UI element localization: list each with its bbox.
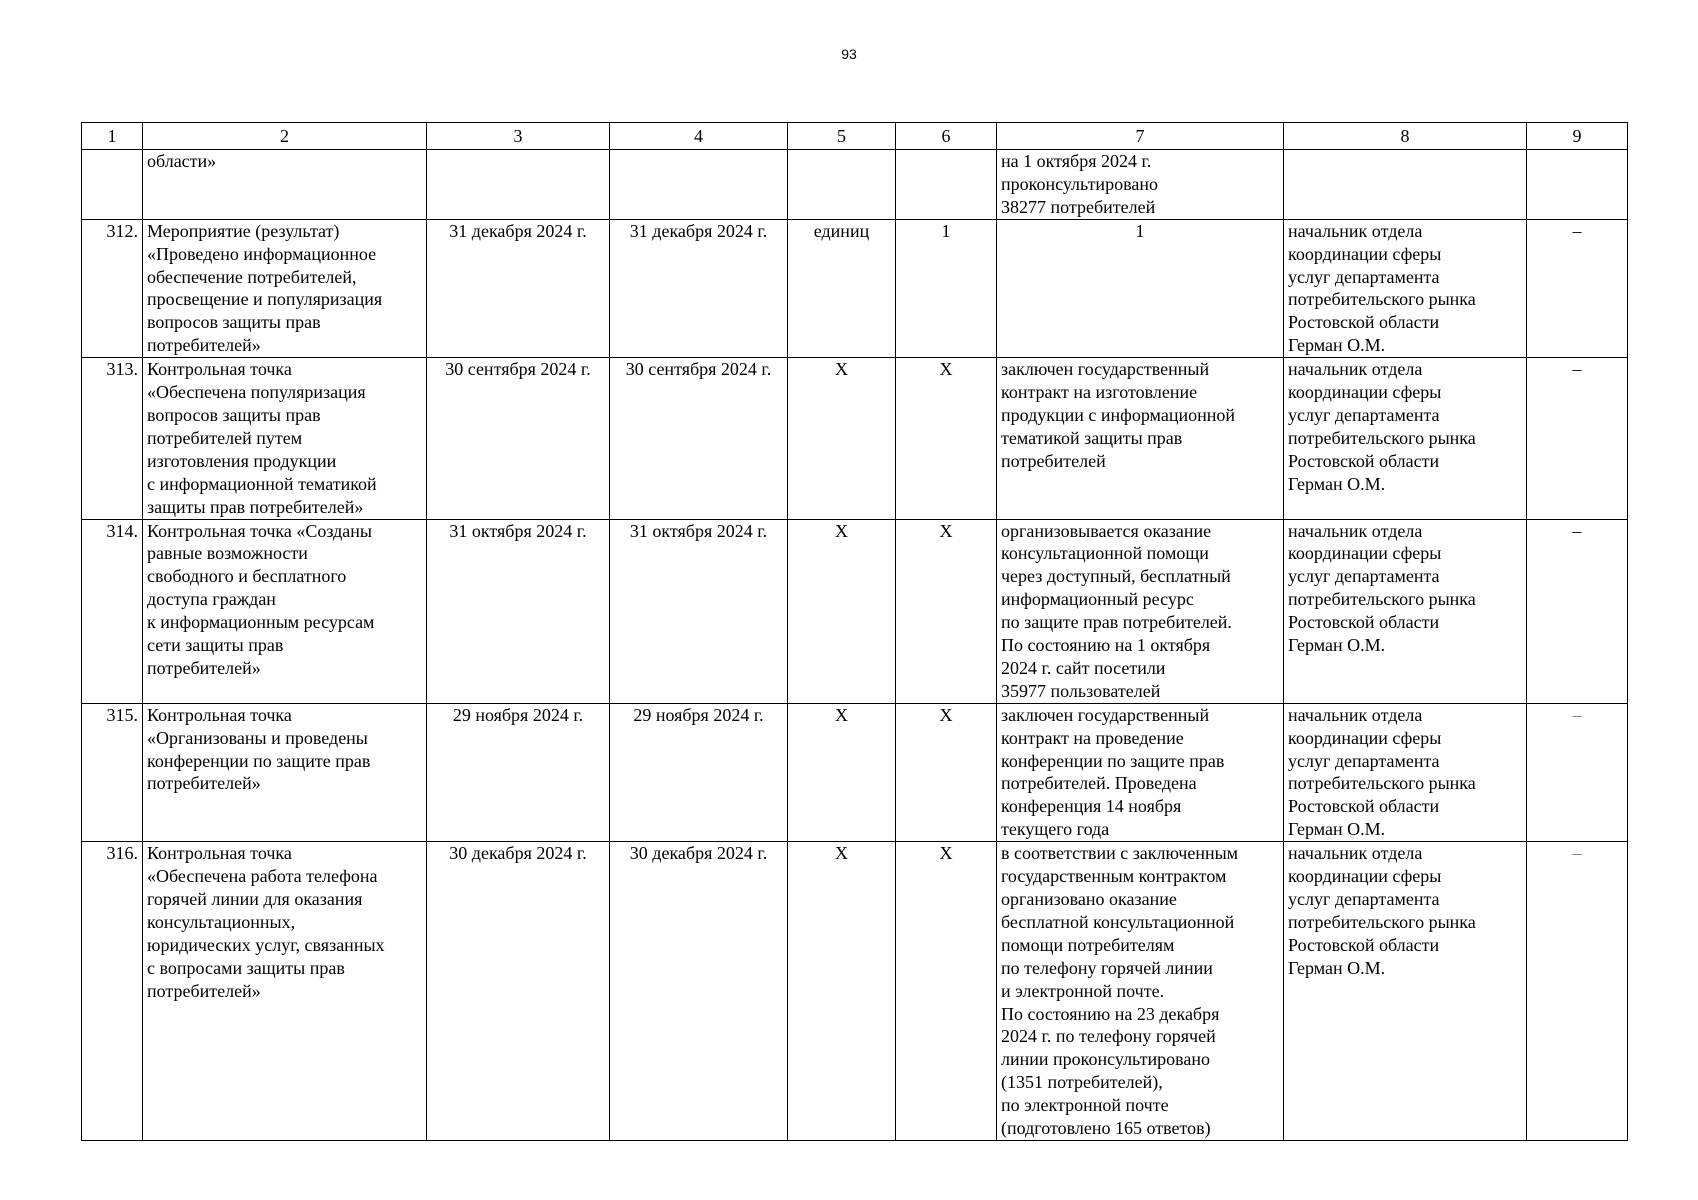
- text-line: вопросов защиты прав: [147, 404, 321, 425]
- cell-plan-value: Х: [896, 703, 997, 841]
- text-line: координации сферы: [1288, 243, 1442, 264]
- text-line: государственным контрактом: [1001, 866, 1227, 887]
- cell-number: 312.: [82, 219, 143, 357]
- column-header-4: 4: [610, 123, 788, 150]
- text-line: Герман О.М.: [1288, 819, 1386, 840]
- cell-note: –: [1527, 842, 1628, 1141]
- cell-name: [143, 842, 427, 1141]
- text-line: и электронной почте.: [1001, 980, 1165, 1001]
- table-body: [82, 150, 1628, 1141]
- text-line: горячей линии для оказания: [147, 889, 363, 909]
- text-line: Ростовской области: [1288, 450, 1440, 471]
- cell-unit: Х: [788, 842, 896, 1141]
- text-line: организовывается оказание: [1001, 520, 1212, 541]
- text-line: потребителей»: [147, 657, 261, 678]
- cell-result: [997, 150, 1284, 220]
- cell-name: [143, 703, 427, 841]
- cell-note: –: [1527, 519, 1628, 703]
- text-line: потребителей»: [147, 773, 261, 794]
- text-line: сети защиты прав: [147, 635, 284, 656]
- text-line: Ростовской области: [1288, 934, 1440, 955]
- text-line: координации сферы: [1288, 727, 1442, 748]
- text-line: проконсультировано: [1001, 173, 1158, 194]
- cell-responsible: [1284, 842, 1527, 1141]
- text-line: По состоянию на 23 декабря: [1001, 1003, 1220, 1024]
- text-line: Герман О.М.: [1288, 635, 1386, 656]
- cell-plan-date: 30 сентября 2024 г.: [427, 358, 610, 519]
- column-header-1: 1: [82, 123, 143, 150]
- text-line: продукции с информационной: [1001, 404, 1235, 425]
- text-line: конференции по защите прав: [147, 750, 371, 771]
- cell-responsible: [1284, 519, 1527, 703]
- text-line: с вопросами защиты прав: [147, 957, 345, 978]
- text-line: потребительского рынка: [1288, 589, 1476, 610]
- cell-number: 313.: [82, 358, 143, 519]
- cell-unit: единиц: [788, 219, 896, 357]
- text-line: координации сферы: [1288, 543, 1442, 564]
- text-line: Ростовской области: [1288, 312, 1440, 333]
- text-line: 2024 г. сайт посетили: [1001, 657, 1166, 678]
- column-header-9: 9: [1527, 123, 1628, 150]
- text-line: контракт на проведение: [1001, 727, 1184, 748]
- text-line: консультационной помощи: [1001, 543, 1209, 564]
- cell-fact-date: [610, 150, 788, 220]
- table-row: [82, 519, 1628, 703]
- column-header-3: 3: [427, 123, 610, 150]
- text-line: «Обеспечена работа телефона: [147, 866, 378, 887]
- text-line: потребителей. Проведена: [1001, 773, 1197, 794]
- text-line: услуг департамента: [1288, 404, 1440, 425]
- text-line: Герман О.М.: [1288, 473, 1386, 494]
- cell-unit: Х: [788, 703, 896, 841]
- text-line: потребительского рынка: [1288, 911, 1476, 932]
- table-row: [82, 358, 1628, 519]
- text-line: свободного и бесплатного: [147, 566, 347, 587]
- text-line: координации сферы: [1288, 866, 1442, 887]
- cell-plan-date: 30 декабря 2024 г.: [427, 842, 610, 1141]
- cell-plan-value: Х: [896, 358, 997, 519]
- text-line: текущего года: [1001, 819, 1110, 840]
- cell-result: [997, 842, 1284, 1141]
- text-line: по защите прав потребителей.: [1001, 612, 1232, 633]
- text-line: изготовления продукции: [147, 450, 337, 471]
- text-line: услуг департамента: [1288, 566, 1440, 587]
- table-row: [82, 842, 1628, 1141]
- text-line: заключен государственный: [1001, 704, 1210, 725]
- cell-unit: Х: [788, 519, 896, 703]
- table-row: [82, 219, 1628, 357]
- cell-name: [143, 150, 427, 220]
- cell-name: [143, 519, 427, 703]
- cell-plan-value: 1: [896, 219, 997, 357]
- cell-responsible: [1284, 358, 1527, 519]
- text-line: потребительского рынка: [1288, 427, 1476, 448]
- text-line: заключен государственный: [1001, 359, 1210, 380]
- cell-fact-date: 29 ноября 2024 г.: [610, 703, 788, 841]
- text-line: начальник отдела: [1288, 843, 1423, 864]
- cell-plan-value: [896, 150, 997, 220]
- text-line: 1: [1135, 220, 1145, 241]
- cell-number: [82, 150, 143, 220]
- text-line: тематикой защиты прав: [1001, 427, 1183, 448]
- text-line: потребителей: [1001, 450, 1106, 471]
- text-line: на 1 октября 2024 г.: [1001, 151, 1152, 171]
- cell-plan-date: 31 декабря 2024 г.: [427, 219, 610, 357]
- text-line: 35977 пользователей: [1001, 680, 1161, 701]
- text-line: Ростовской области: [1288, 796, 1440, 817]
- text-line: контракт на изготовление: [1001, 382, 1198, 403]
- text-line: (1351 потребителей),: [1001, 1072, 1163, 1093]
- column-header-2: 2: [143, 123, 427, 150]
- text-line: защиты прав потребителей»: [147, 496, 364, 517]
- text-line: начальник отдела: [1288, 359, 1423, 380]
- text-line: консультационных,: [147, 911, 296, 932]
- text-line: «Обеспечена популяризация: [147, 382, 366, 403]
- cell-unit: Х: [788, 358, 896, 519]
- text-line: По состоянию на 1 октября: [1001, 635, 1211, 656]
- header-row: [82, 123, 1628, 150]
- text-line: по электронной почте: [1001, 1095, 1169, 1116]
- text-line: равные возможности: [147, 543, 308, 564]
- text-line: линии проконсультировано: [1001, 1049, 1210, 1070]
- text-line: конференции по защите прав: [1001, 750, 1225, 771]
- text-line: по телефону горячей линии: [1001, 957, 1213, 978]
- column-header-7: 7: [997, 123, 1284, 150]
- cell-result: [997, 358, 1284, 519]
- cell-fact-date: 31 декабря 2024 г.: [610, 219, 788, 357]
- cell-result: [997, 519, 1284, 703]
- cell-responsible: [1284, 703, 1527, 841]
- column-header-6: 6: [896, 123, 997, 150]
- cell-unit: [788, 150, 896, 220]
- text-line: Герман О.М.: [1288, 335, 1386, 356]
- text-line: «Проведено информационное: [147, 243, 377, 264]
- text-line: через доступный, бесплатный: [1001, 566, 1231, 587]
- text-line: «Организованы и проведены: [147, 727, 368, 748]
- text-line: потребителей»: [147, 335, 261, 356]
- text-line: Герман О.М.: [1288, 957, 1386, 978]
- text-line: юридических услуг, связанных: [147, 934, 385, 955]
- cell-fact-date: 30 декабря 2024 г.: [610, 842, 788, 1141]
- cell-result: [997, 703, 1284, 841]
- table-header: [82, 123, 1628, 150]
- text-line: потребительского рынка: [1288, 773, 1476, 794]
- text-line: информационный ресурс: [1001, 589, 1194, 610]
- cell-plan-value: Х: [896, 519, 997, 703]
- text-line: потребителей путем: [147, 427, 303, 448]
- text-line: (подготовлено 165 ответов): [1001, 1118, 1211, 1139]
- cell-note: –: [1527, 358, 1628, 519]
- page-number: 93: [841, 46, 857, 62]
- cell-number: 314.: [82, 519, 143, 703]
- text-line: начальник отдела: [1288, 220, 1423, 241]
- text-line: Ростовской области: [1288, 612, 1440, 633]
- text-line: бесплатной консультационной: [1001, 911, 1235, 932]
- text-line: Контрольная точка: [147, 843, 292, 864]
- text-line: Контрольная точка «Созданы: [147, 520, 373, 541]
- cell-responsible: [1284, 150, 1527, 220]
- table-row: [82, 703, 1628, 841]
- cell-name: [143, 358, 427, 519]
- text-line: услуг департамента: [1288, 889, 1440, 909]
- column-header-5: 5: [788, 123, 896, 150]
- cell-note: –: [1527, 219, 1628, 357]
- text-line: вопросов защиты прав: [147, 312, 321, 333]
- cell-note: [1527, 150, 1628, 220]
- cell-fact-date: 31 октября 2024 г.: [610, 519, 788, 703]
- text-line: доступа граждан: [147, 589, 276, 610]
- text-line: Контрольная точка: [147, 704, 292, 725]
- column-header-8: 8: [1284, 123, 1527, 150]
- text-line: услуг департамента: [1288, 750, 1440, 771]
- cell-fact-date: 30 сентября 2024 г.: [610, 358, 788, 519]
- text-line: потребителей»: [147, 980, 261, 1001]
- text-line: области»: [147, 151, 217, 171]
- cell-plan-value: Х: [896, 842, 997, 1141]
- text-line: конференция 14 ноября: [1001, 796, 1182, 817]
- text-line: Мероприятие (результат): [147, 220, 340, 241]
- text-line: в соответствии с заключенным: [1001, 843, 1239, 864]
- cell-number: 316.: [82, 842, 143, 1141]
- text-line: координации сферы: [1288, 382, 1442, 403]
- cell-responsible: [1284, 219, 1527, 357]
- cell-number: 315.: [82, 703, 143, 841]
- text-line: начальник отдела: [1288, 520, 1423, 541]
- text-line: 2024 г. по телефону горячей: [1001, 1026, 1216, 1047]
- text-line: организовано оказание: [1001, 889, 1177, 909]
- text-line: с информационной тематикой: [147, 473, 377, 494]
- cell-plan-date: 29 ноября 2024 г.: [427, 703, 610, 841]
- cell-note: –: [1527, 703, 1628, 841]
- cell-plan-date: [427, 150, 610, 220]
- cell-result: [997, 219, 1284, 357]
- text-line: обеспечение потребителей,: [147, 266, 357, 287]
- text-line: просвещение и популяризация: [147, 289, 383, 310]
- text-line: Контрольная точка: [147, 359, 292, 380]
- text-line: к информационным ресурсам: [147, 612, 375, 633]
- continuation-row: [82, 150, 1628, 220]
- text-line: начальник отдела: [1288, 704, 1423, 725]
- cell-plan-date: 31 октября 2024 г.: [427, 519, 610, 703]
- text-line: помощи потребителям: [1001, 934, 1175, 955]
- text-line: 38277 потребителей: [1001, 196, 1156, 217]
- text-line: услуг департамента: [1288, 266, 1440, 287]
- report-table: [81, 122, 1628, 1141]
- cell-name: [143, 219, 427, 357]
- text-line: потребительского рынка: [1288, 289, 1476, 310]
